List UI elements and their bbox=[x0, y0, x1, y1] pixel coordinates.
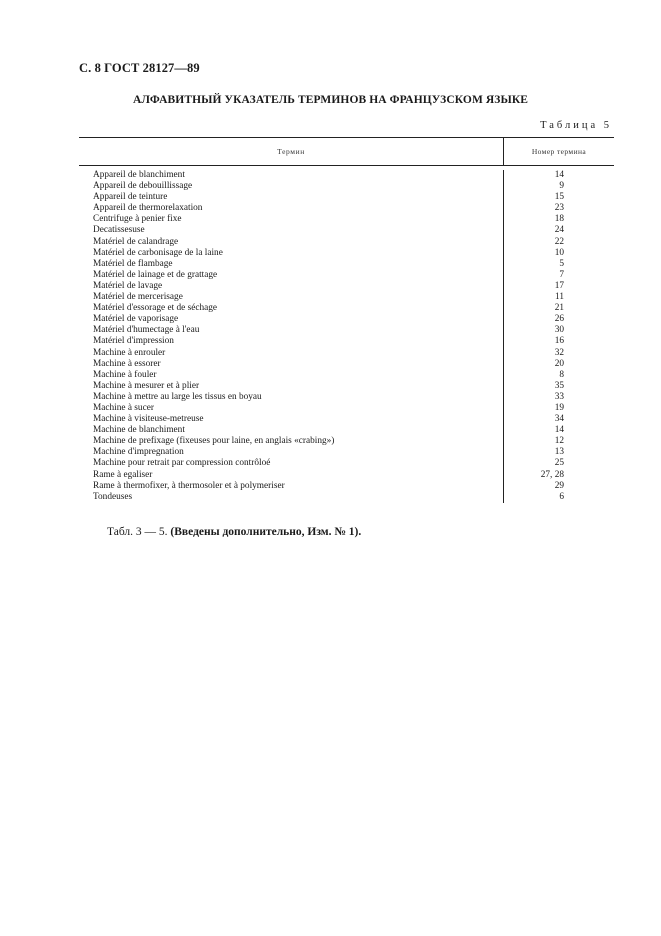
term-cell: Machine à fouler bbox=[93, 369, 157, 380]
term-cell: Matériel de lainage et de grattage bbox=[93, 269, 218, 280]
numbers-column bbox=[503, 170, 614, 503]
table-body bbox=[79, 166, 614, 504]
term-cell: Matériel de vaporisage bbox=[93, 314, 179, 325]
term-number-cell: 9 bbox=[559, 181, 564, 192]
term-number-cell: 22 bbox=[554, 236, 564, 247]
term-number-cell: 26 bbox=[554, 314, 564, 325]
term-cell: Matériel de carbonisage de la laine bbox=[93, 247, 223, 258]
term-cell: Matériel d'essorage et de séchage bbox=[93, 303, 218, 314]
page-header: С. 8 ГОСТ 28127—89 bbox=[79, 61, 200, 75]
term-cell: Rame à egaliser bbox=[93, 469, 153, 480]
term-cell: Appareil de teinture bbox=[93, 192, 168, 203]
term-number-cell: 14 bbox=[554, 425, 564, 436]
term-number-cell: 7 bbox=[559, 269, 564, 280]
term-cell: Tondeuses bbox=[93, 491, 133, 502]
term-cell: Machine à essorer bbox=[93, 358, 161, 369]
term-cell: Machine à mettre au large les tissus en boyau bbox=[93, 391, 262, 402]
term-cell: Machine de prefixage (fixeuses pour laine, en anglais «crabing») bbox=[93, 436, 335, 447]
term-cell: Matériel de lavage bbox=[93, 280, 163, 291]
term-number-cell: 21 bbox=[554, 303, 564, 314]
term-cell: Centrifuge à penier fixe bbox=[93, 214, 182, 225]
header-number: Номер термина bbox=[503, 138, 614, 165]
term-cell: Decatissesuse bbox=[93, 225, 145, 236]
term-number-cell: 30 bbox=[554, 325, 564, 336]
term-cell: Machine d'impregnation bbox=[93, 447, 184, 458]
term-cell: Machine à visiteuse-metreuse bbox=[93, 414, 204, 425]
term-number-cell: 24 bbox=[554, 225, 564, 236]
term-number-cell: 34 bbox=[554, 414, 564, 425]
term-number-cell: 15 bbox=[554, 192, 564, 203]
term-number-cell: 35 bbox=[554, 380, 564, 391]
term-number-cell: 23 bbox=[554, 203, 564, 214]
terms-table bbox=[79, 137, 614, 504]
term-number-cell: 20 bbox=[554, 358, 564, 369]
term-number-cell: 16 bbox=[554, 336, 564, 347]
term-number-cell: 10 bbox=[554, 247, 564, 258]
term-cell: Matériel d'impression bbox=[93, 336, 174, 347]
term-cell: Rame à thermofixer, à thermosoler et à polymeriser bbox=[93, 480, 285, 491]
term-cell: Machine pour retrait par compression contrôloé bbox=[93, 458, 271, 469]
term-number-cell: 25 bbox=[554, 458, 564, 469]
term-number-cell: 27, 28 bbox=[540, 469, 564, 480]
term-number-cell: 11 bbox=[555, 292, 564, 303]
term-cell: Appareil de thermorelaxation bbox=[93, 203, 203, 214]
term-cell: Matériel de flambage bbox=[93, 258, 173, 269]
header-term: Термин bbox=[277, 147, 305, 156]
term-number-cell: 8 bbox=[559, 369, 564, 380]
term-number-cell: 14 bbox=[554, 170, 564, 180]
term-cell: Appareil de debouillissage bbox=[93, 181, 193, 192]
term-number-cell: 19 bbox=[554, 402, 564, 413]
term-number-cell: 29 bbox=[554, 480, 564, 491]
term-cell: Machine à enrouler bbox=[93, 347, 166, 358]
term-number-cell: 33 bbox=[554, 391, 564, 402]
term-cell: Appareil de blanchiment bbox=[93, 170, 185, 180]
term-number-cell: 17 bbox=[554, 280, 564, 291]
footnote-note: (Введены дополнительно, Изм. № 1). bbox=[170, 526, 362, 538]
term-cell: Matériel de mercerisage bbox=[93, 292, 183, 303]
footnote-prefix: Табл. 3 — 5. bbox=[107, 526, 168, 538]
table-label: Таблица 5 bbox=[540, 120, 612, 131]
term-cell: Matériel d'humectage à l'eau bbox=[93, 325, 200, 336]
term-cell: Machine de blanchiment bbox=[93, 425, 185, 436]
term-number-cell: 6 bbox=[559, 491, 564, 502]
term-number-cell: 12 bbox=[554, 436, 564, 447]
term-number-cell: 32 bbox=[554, 347, 564, 358]
term-cell: Matériel de calandrage bbox=[93, 236, 179, 247]
document-title: АЛФАВИТНЫЙ УКАЗАТЕЛЬ ТЕРМИНОВ НА ФРАНЦУЗСКОМ ЯЗЫКЕ bbox=[132, 94, 529, 106]
term-number-cell: 5 bbox=[559, 258, 564, 269]
term-cell: Machine à mesurer et à plier bbox=[93, 380, 200, 391]
terms-column bbox=[79, 170, 503, 503]
term-number-cell: 18 bbox=[554, 214, 564, 225]
table-header bbox=[79, 137, 614, 166]
term-cell: Machine à sucer bbox=[93, 402, 154, 413]
footnote bbox=[107, 526, 361, 538]
term-number-cell: 13 bbox=[554, 447, 564, 458]
